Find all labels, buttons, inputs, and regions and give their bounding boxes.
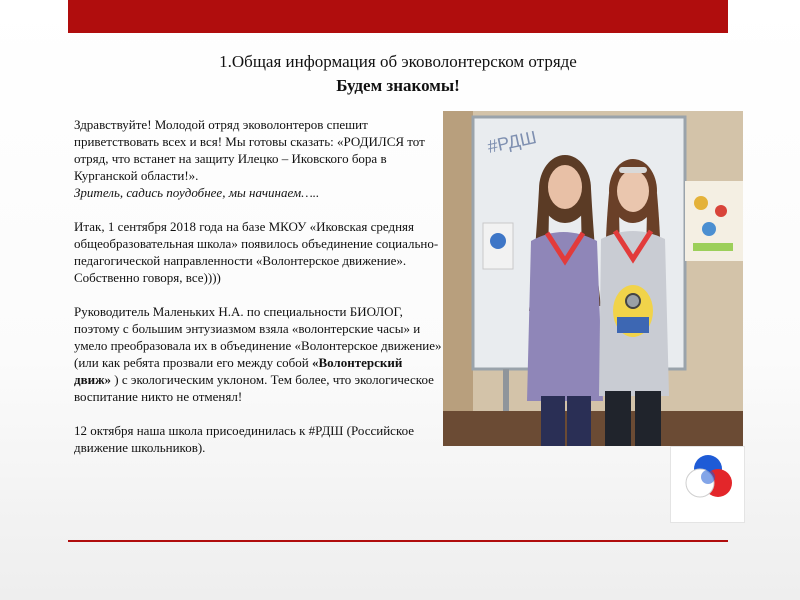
bottom-accent-line bbox=[68, 540, 728, 542]
leader-text-after: ) с экологическим уклоном. Тем более, что экологическое воспитание никто не отменял! bbox=[74, 372, 434, 404]
slide-subtitle: Будем знакомы! bbox=[336, 76, 460, 95]
rdsh-logo bbox=[670, 446, 745, 523]
group-photo-illustration bbox=[443, 111, 743, 446]
paragraph-rdsh: 12 октября наша школа присоединилась к #РДШ (Российское движение школьников). bbox=[74, 423, 415, 455]
leader-text-before: Руководитель Маленьких Н.А. по специальности БИОЛОГ, поэтому с большим энтузиазмом взяла «волонтерские часы» и умело преобразовала их в объединение «Волонтерское движение» (или как ребята прозвали его между собой bbox=[74, 304, 442, 370]
paragraph-leader bbox=[74, 303, 442, 405]
paragraph-founding: Итак, 1 сентября 2018 года на базе МКОУ «Иковская средняя общеобразовательная школа» появилось объединение социально- педагогической направленности «Волонтерское движение». Собственно говоря, все)))) bbox=[74, 219, 439, 285]
board-hashtag: #РДШ bbox=[485, 127, 539, 157]
slide-header bbox=[68, 50, 728, 98]
slide-body bbox=[74, 116, 442, 456]
greeting-italic: Зритель, садись поудобнее, мы начинаем….. bbox=[74, 185, 320, 200]
greeting-text: Здравствуйте! Молодой отряд эковолонтеров спешит приветствовать всех и вся! Мы готовы сказать: «РОДИЛСЯ тот отряд, что встанет на защиту Илецко – Иковского бора в Курганской области!». bbox=[74, 117, 425, 183]
leader-text-bold: «Волонтерский движ» bbox=[74, 355, 403, 387]
slide-title: 1.Общая информация об эковолонтерском отряде bbox=[219, 52, 577, 71]
top-accent-bar bbox=[68, 0, 728, 33]
group-photo bbox=[443, 111, 743, 446]
rdsh-logo-icon bbox=[671, 447, 744, 522]
paragraph-greeting bbox=[74, 116, 442, 201]
